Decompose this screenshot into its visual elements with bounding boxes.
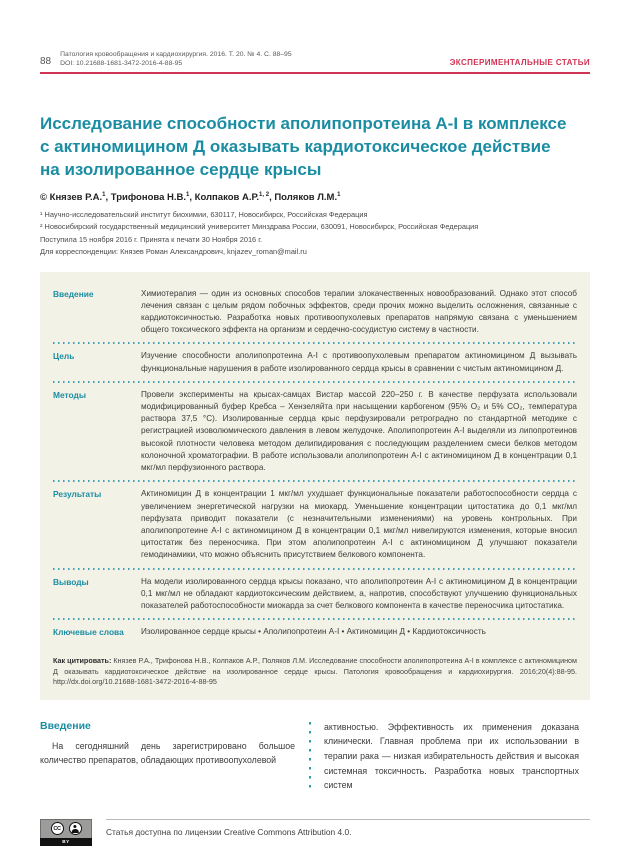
article-body [40,720,590,793]
abstract-section-keywords [53,620,577,644]
section-label: Результаты [53,489,102,500]
page-header [40,50,590,68]
doi-line: DOI: 10.21688-1681-3472-2016-4-88-95 [60,60,183,67]
section-text: Актиномицин Д в концентрации 1 мкг/мл ухудшает функциональные показатели работоспособности сердца с увеличением энергетической нагрузки на миокард. Уменьшение концентрации цитостатика до 0,1 мкг/мл перфузата приводит показатели (с незначительными изменениями) на уровень контрольных. При аполипопротеине A-I с актиномицином Д в концентрации 0,1 мкг/мл нивелируются изменения, которые вносил цитостатик без переносчика. При этом аполипопротеин A-I с актиномицином Д улучшают показатели гемодинамики, что можно объяснить присутствием белкового компонента. [141,489,577,560]
section-label: Ключевые слова [53,627,124,638]
cc-badge-top [40,819,92,838]
left-column [40,720,295,793]
author: © Князев Р.А.$^1$ [40,191,106,203]
by-label: BY [40,838,92,846]
affiliations-block [40,209,590,258]
by-person-icon [69,822,82,835]
author: , Трифонова Н.В.$^1$ [105,191,190,203]
abstract-section-conclusions [53,570,577,619]
correspondence-line: Для корреспонденции: Князев Роман Александрович, knjazev_roman@mail.ru [40,247,307,257]
abstract-section-results [53,482,577,567]
category-label: ЭКСПЕРИМЕНТАЛЬНЫЕ СТАТЬИ [449,58,590,67]
affiliation-1: ¹ Научно-исследовательский институт биохимии, 630117, Новосибирск, Российская Федерация [40,209,368,219]
title-line-3: на изолированное сердце крысы [40,159,322,179]
column-divider [309,722,311,793]
journal-line: Патология кровообращения и кардиохирургия. 2016. Т. 20. № 4. С. 88–95 [60,51,292,58]
received-dates: Поступила 15 ноября 2016 г. Принята к печати 30 Ноября 2016 г. [40,234,263,244]
section-text: Химиотерапия — один из основных способов терапии злокачественных новообразований. Однако этот способ лечения связан с целым рядом побочных эффектов, среди прочих можно выделить осложнения, связанные с кардиотоксичностью. Разработка новых противоопухолевых препаратов напрямую связана с уменьшением общего токсического эффекта на организм и сердечно-сосудистую систему в частности. [141,288,577,335]
article-title [40,112,590,181]
author: , Поляков Л.М.$^1$ [269,191,341,203]
author: , Колпаков А.Р.$^{1, 2}$ [189,191,270,203]
abstract-section-aim [53,344,577,380]
authors-line [40,192,590,203]
section-text: Изучение способности аполипопротеина A-I с противоопухолевым препаратом актиномицином Д вызывать функциональные нарушения в работе изолированного сердца крысы в сравнении с чистым актиномицином Д. [141,351,577,373]
body-section-heading: Введение [40,719,91,732]
cite-label: Как цитировать: [53,656,112,666]
title-line-2: с актиномицином Д оказывать кардиотоксическое действие [40,136,551,156]
how-to-cite [53,656,577,688]
abstract-box [40,272,590,700]
section-label: Введение [53,288,94,299]
section-label: Выводы [53,576,89,587]
body-paragraph-right: активностью. Эффективность их применения доказана клинически. Главная проблема при их использовании в терапии рака — низкая избирательность действия и высокая системная токсичность. Разработка новых транспортных систем [324,721,579,791]
journal-info [60,50,292,68]
section-label: Цель [53,351,75,362]
title-line-1: Исследование способности аполипопротеина A-I в комплексе [40,113,567,133]
cc-by-badge [40,819,92,846]
abstract-section-methods [53,383,577,480]
section-text: Провели эксперименты на крысах-самцах Вистар массой 220–250 г. В качестве перфузата использовали модифицированный буфер Кребса – Хензеляйта при насыщении карбогеном (95% O₂ и 5% CO₂, температура раствора 37,5 °C). Изолированные сердца крыс перфузировали ретроградно по стандартной методике с регистрацией изоволюмического давления в левом желудочке. Аполипопротеин A-I выделяли из липопротеинов высокой плотности человека методом делипидирования с последующим разделением смеси белков методом колоночной хроматографии. В работе использовали аполипопротеин A-I с актиномицином Д в концентрации 0,1 мкг/мл перфузионного раствора. [141,389,577,473]
cite-text: Князев Р.А., Трифонова Н.В., Колпаков А.Р., Поляков Л.М. Исследование способности аполипопротеина A-I в комплексе с актиномицином Д оказывать кардиотоксическое действие на изолированное сердце крысы. Патология кровообращения и кардиохирургия. 2016;20(4):88-95. http://dx.doi.org/10.21688-1681-3472-2016-4-88-95 [53,656,578,687]
right-column [324,720,579,793]
abstract-section-introduction [53,282,577,343]
page-number: 88 [40,56,52,67]
cc-icon: CC [51,822,64,835]
header-rule [40,72,590,74]
keywords-text: Изолированное сердце крысы • Аполипопротеин A-I • Актиномицин Д • Кардиотоксичность [141,627,486,637]
license-text: Статья доступна по лицензии Creative Commons Attribution 4.0. [106,826,352,837]
license-line [106,819,590,837]
section-label: Методы [53,389,86,400]
body-paragraph-left: На сегодняшний день зарегистрировано большое количество препаратов, обладающих противоопухолевой [40,740,295,766]
license-footer [40,819,590,846]
section-text: На модели изолированного сердца крысы показано, что аполипопротеин A-I с актиномицином Д в концентрации 0,1 мкг/мл не обладают кардиотоксическим действием, а, напротив, способствуют улучшению функциональных показателей работоспособности миокарда за счет белкового компонента в качестве переносчика цитостатика. [141,576,577,610]
affiliation-2: ² Новосибирский государственный медицинский университет Минздрава России, 630091, Новосибирск, Российская Федерация [40,222,479,232]
